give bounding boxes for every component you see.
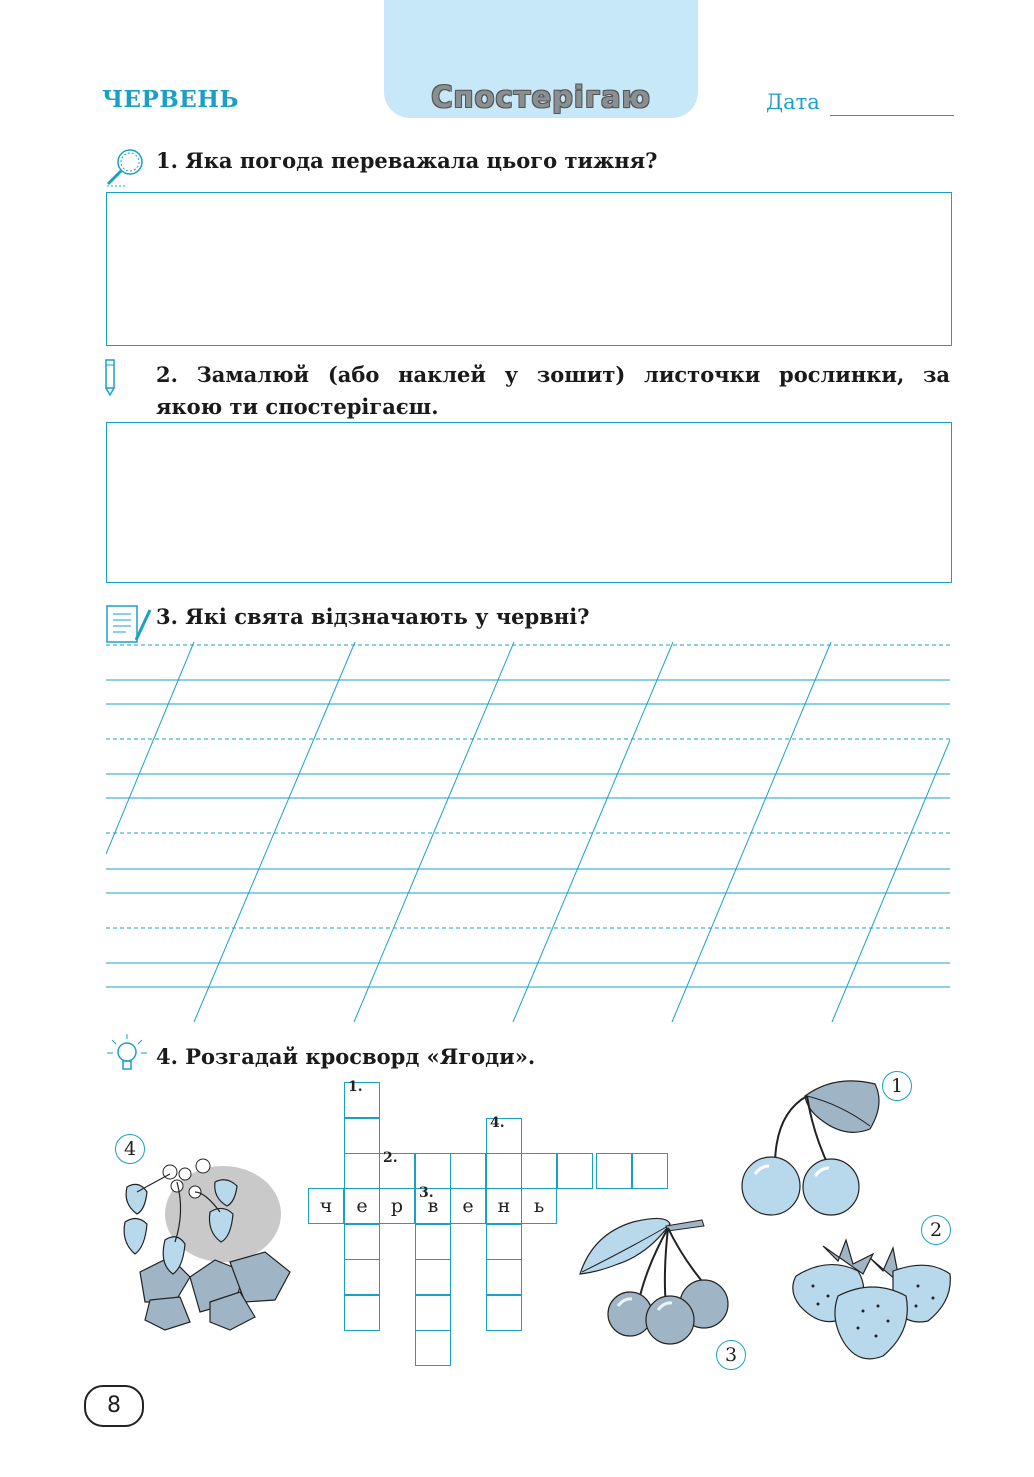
- crossword-cell[interactable]: [450, 1153, 486, 1189]
- task-2-text-line1: 2. Замалюй (або наклей у зошит) листочки рослинки, за: [156, 362, 950, 387]
- page-number: 8: [84, 1385, 144, 1427]
- crossword-letter-cell: е: [344, 1188, 380, 1224]
- clue-number-1: 1.: [348, 1079, 363, 1095]
- date-label: Дата: [766, 90, 820, 114]
- picture-number-1: 1: [882, 1071, 912, 1101]
- task-2-drawing-box[interactable]: [106, 422, 952, 583]
- crossword-letter-cell: [415, 1185, 451, 1224]
- task-1-answer-box[interactable]: [106, 192, 952, 346]
- crossword-cell[interactable]: [344, 1118, 380, 1154]
- crossword-letter-cell: ь: [521, 1188, 557, 1224]
- page-title: Спостерігаю: [431, 80, 651, 114]
- date-field[interactable]: [830, 115, 954, 116]
- crossword-cell[interactable]: [344, 1259, 380, 1295]
- crossword-cell[interactable]: [379, 1150, 415, 1189]
- task-2-text-line2: якою ти спостерігаєш.: [156, 394, 439, 419]
- crossword-letter: в: [427, 1195, 439, 1217]
- crossword-cell[interactable]: [632, 1153, 668, 1189]
- crossword-cell[interactable]: [415, 1259, 451, 1295]
- sweet-cherry-illustration: [578, 1214, 736, 1346]
- crossword-cell[interactable]: [486, 1259, 522, 1295]
- crossword-cell[interactable]: [344, 1153, 380, 1189]
- writing-lines[interactable]: [106, 642, 952, 1024]
- crossword-cell[interactable]: [486, 1224, 522, 1260]
- clue-number-2: 2.: [383, 1150, 398, 1166]
- crossword-letter-cell: ч: [308, 1188, 344, 1224]
- crossword-cell[interactable]: [596, 1153, 632, 1189]
- clue-number-3: 3.: [419, 1185, 434, 1201]
- task-1-text: 1. Яка погода переважала цього тижня?: [156, 148, 658, 173]
- crossword-letter-cell: е: [450, 1188, 486, 1224]
- crossword-cell[interactable]: [344, 1224, 380, 1260]
- crossword-cell[interactable]: [344, 1079, 380, 1118]
- strawberry-illustration: [788, 1236, 954, 1366]
- crossword-cell[interactable]: [486, 1153, 522, 1189]
- crossword-cell[interactable]: [486, 1295, 522, 1331]
- magnifier-icon: [104, 146, 148, 190]
- picture-number-2: 2: [921, 1215, 951, 1245]
- crossword-cell[interactable]: [415, 1224, 451, 1260]
- clue-number-4: 4.: [490, 1115, 505, 1131]
- crossword-cell[interactable]: [415, 1330, 451, 1366]
- crossword-cell[interactable]: [557, 1153, 593, 1189]
- task-3-text: 3. Які свята відзначають у червні?: [156, 604, 590, 629]
- crossword-cell[interactable]: [486, 1115, 522, 1154]
- pencil-icon: [103, 356, 117, 396]
- task-4-text: 4. Розгадай кросворд «Ягоди».: [156, 1044, 536, 1069]
- picture-number-3: 3: [716, 1340, 746, 1370]
- crossword-letter-cell: н: [486, 1188, 522, 1224]
- lightbulb-icon: [104, 1032, 150, 1078]
- cherry-illustration: [735, 1074, 910, 1216]
- crossword-cell[interactable]: [521, 1153, 557, 1189]
- month-label: ЧЕРВЕНЬ: [102, 86, 240, 113]
- crossword-letter-cell: р: [379, 1188, 415, 1224]
- notebook-icon: [104, 600, 154, 646]
- wild-strawberry-illustration: [115, 1152, 295, 1332]
- crossword-cell[interactable]: [415, 1295, 451, 1331]
- crossword-cell[interactable]: [344, 1295, 380, 1331]
- picture-number-4: 4: [115, 1134, 145, 1164]
